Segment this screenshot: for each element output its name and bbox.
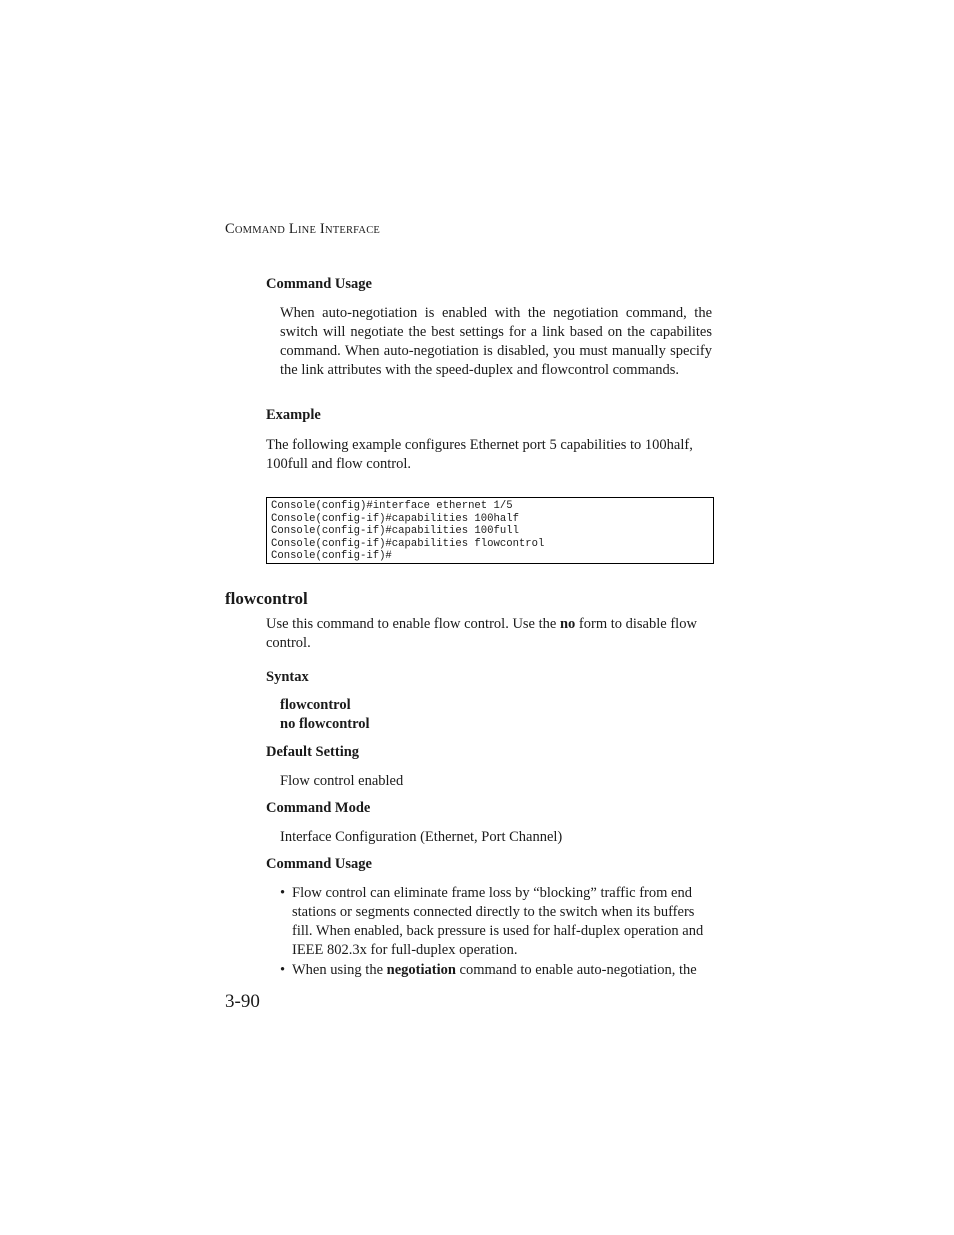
code-example xyxy=(266,497,714,564)
command-mode-heading: Command Mode xyxy=(266,800,371,816)
page-number: 3-90 xyxy=(225,991,260,1012)
command-intro: Use this command to enable flow control. Use the no form to disable flow control. xyxy=(266,616,697,651)
example-heading: Example xyxy=(266,407,321,423)
list-item: • When using the negotiation command to enable auto-negotiation, the xyxy=(280,962,697,978)
code-text: Console(config)#interface ethernet 1/5 Console(config-if)#capabilities 100half Console(config-if)#capabilities 100full Console(config-if)#capabilities flowcontrol Console(config-if)# xyxy=(271,500,545,562)
command-title: flowcontrol xyxy=(225,589,308,608)
bullet-icon: • xyxy=(280,885,286,901)
bullet-icon: • xyxy=(280,962,286,978)
syntax-line-1: flowcontrol xyxy=(280,697,351,713)
syntax-heading: Syntax xyxy=(266,669,309,685)
default-setting-text: Flow control enabled xyxy=(280,773,404,789)
usage-bullet-list xyxy=(280,884,713,980)
syntax-line-2: no flowcontrol xyxy=(280,716,370,732)
command-usage-heading: Command Usage xyxy=(266,276,372,292)
list-item: • Flow control can eliminate frame loss by “blocking” traffic from end stations or segments connected directly to the switch when its buffers fill. When enabled, back pressure is used for half-duplex operation and IEEE 802.3x for full-duplex operation. xyxy=(280,885,704,958)
default-setting-heading: Default Setting xyxy=(266,744,360,760)
command-mode-text: Interface Configuration (Ethernet, Port Channel) xyxy=(280,829,563,845)
example-text: The following example configures Ethernet port 5 capabilities to 100half, 100full and flow control. xyxy=(266,437,693,472)
command-usage-heading-2: Command Usage xyxy=(266,856,372,872)
running-head: COMMAND LINE INTERFACE xyxy=(225,221,381,237)
command-usage-text: When auto-negotiation is enabled with the negotiation command, the switch will negotiate the best settings for a link based on the capabilites command. When auto-negotiation is disabled, you must manually specify the link attributes with the speed-duplex and flowcontrol commands. xyxy=(280,305,712,378)
